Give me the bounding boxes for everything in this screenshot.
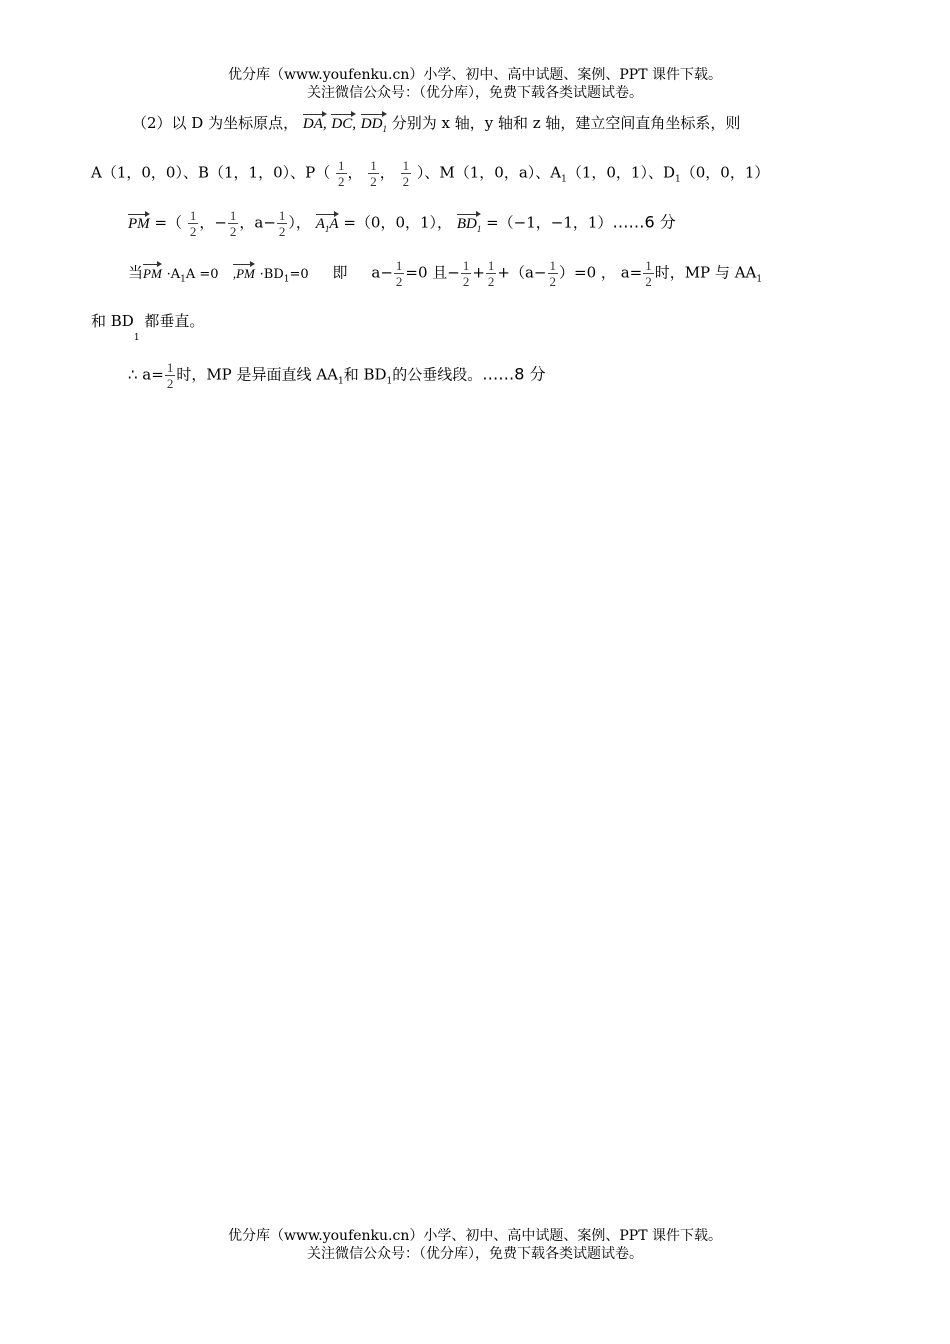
fraction-denominator: 2: [370, 174, 377, 189]
points-a-b-p: A（1，0，0）、B（1，1，0）、P（: [91, 163, 331, 182]
footer-line-1: 优分库（www.youfenku.cn）小学、初中、高中试题、案例、PPT 课件下载。: [227, 1228, 722, 1244]
subscript-1: 1: [133, 333, 140, 343]
fraction-half: [336, 158, 347, 189]
fraction-half: [548, 258, 559, 289]
subscript-1: 1: [476, 223, 482, 234]
fraction-numerator: 1: [370, 158, 377, 173]
fraction-denominator: 2: [229, 224, 237, 239]
comma: ，: [347, 163, 363, 182]
eq-close-zero: ）=0: [559, 263, 597, 282]
fraction-half: [277, 208, 288, 239]
dot-a1a: [166, 266, 219, 285]
dot-bd1-head: ·BD: [259, 266, 284, 282]
dot-a1a-tail: A =0: [185, 266, 219, 282]
line1-suffix: 分别为 x 轴，y 轴和 z 轴，建立空间直角坐标系，则: [391, 114, 741, 132]
vector-pm: PM: [143, 260, 162, 282]
fraction-numerator: 1: [189, 208, 197, 223]
subscript-1: 1: [180, 274, 186, 285]
ji-label: 即: [332, 263, 348, 282]
eq-a-minus: a−: [371, 263, 393, 282]
conclusion-mid: 时，MP 是异面直线 AA: [176, 365, 338, 384]
fraction-denominator: 2: [395, 274, 403, 289]
fraction-numerator: 1: [338, 158, 345, 173]
score-6: ……6 分: [612, 212, 676, 232]
line1-prefix: （2）以 D 为坐标原点，: [132, 114, 299, 132]
comma: ，: [379, 163, 395, 182]
solution-line-6: [128, 360, 546, 391]
score-8: ……8 分: [482, 364, 546, 384]
eq-plus-a: +（a−: [497, 263, 547, 282]
fraction-numerator: 1: [487, 258, 495, 273]
fraction-denominator: 2: [338, 174, 345, 189]
subscript-1: 1: [675, 174, 681, 185]
when-label: 当: [128, 263, 144, 282]
fraction-half: [165, 360, 176, 391]
dot-bd1-tail: =0: [289, 266, 309, 282]
vector-dd1: [361, 110, 387, 134]
point-a1-d1: （1，0，1）、D: [566, 163, 676, 182]
fraction-half: [228, 208, 239, 239]
vector-pm: PM: [128, 210, 150, 233]
fraction-numerator: 1: [229, 208, 237, 223]
fraction-numerator: 1: [166, 360, 174, 375]
fraction-denominator: 2: [166, 376, 174, 391]
fraction-numerator: 1: [395, 258, 403, 273]
fraction-denominator: 2: [487, 274, 495, 289]
footer-line-2: 关注微信公众号：（优分库），免费下载各类试题试卷。: [307, 1246, 643, 1262]
eq-mp-aa1: 时，MP 与 AA: [654, 263, 757, 282]
fraction-denominator: 2: [189, 224, 197, 239]
fraction-half: [368, 158, 379, 189]
eq-plus: +: [472, 263, 485, 282]
subscript-1: 1: [561, 174, 567, 185]
subscript-1: 1: [283, 274, 290, 285]
conclusion-and: 和 BD: [343, 365, 387, 384]
fraction-numerator: 1: [278, 208, 286, 223]
point-d1: （0，0，1）: [680, 163, 770, 182]
fraction-half: [188, 208, 199, 239]
perpendicular-text: 都垂直。: [144, 312, 205, 330]
fraction-half: [643, 258, 654, 289]
subscript-1: 1: [386, 376, 393, 387]
dot-bd1: [259, 266, 309, 285]
vector-dd1-label: DD: [360, 116, 383, 132]
vector-bd1: [457, 210, 482, 234]
solution-line-2: [91, 158, 769, 189]
and-bd: 和 BD: [91, 312, 134, 330]
bd1-value: =（−1，−1，1）: [486, 213, 613, 232]
fraction-half: [394, 258, 405, 289]
fraction-half: [486, 258, 497, 289]
fraction-denominator: 2: [549, 274, 557, 289]
fraction-denominator: 2: [278, 224, 286, 239]
solution-line-5: [91, 310, 205, 343]
dot-a1a-head: ·A: [166, 266, 181, 282]
fraction-denominator: 2: [462, 274, 470, 289]
header-line-1: 优分库（www.youfenku.cn）小学、初中、高中试题、案例、PPT 课件下载。: [227, 67, 722, 83]
solution-line-1: [132, 110, 740, 134]
vector-a1a-head: A: [315, 215, 325, 232]
a-minus: ，a−: [239, 213, 276, 232]
a1a-value: =（0，0，1），: [343, 213, 453, 232]
solution-line-4: [128, 258, 762, 289]
header-line-2: 关注微信公众号：（优分库），免费下载各类试题试卷。: [307, 85, 643, 101]
vector-a1a-tail: A: [329, 215, 339, 232]
vector-da: DA,: [303, 110, 327, 133]
pm-eq-open: =（: [154, 213, 183, 232]
fraction-denominator: 2: [645, 274, 652, 289]
subscript-1: 1: [324, 223, 330, 234]
therefore-a: ∴ a=: [128, 365, 164, 384]
pm-close: ），: [288, 213, 311, 232]
subscript-1: 1: [756, 274, 763, 285]
fraction-half: [401, 158, 412, 189]
conclusion-end: 的公垂线段。: [392, 365, 483, 384]
fraction-half: [461, 258, 472, 289]
fraction-numerator: 1: [549, 258, 557, 273]
eq-zero-and: =0 且−: [405, 263, 460, 282]
fraction-numerator: 1: [462, 258, 470, 273]
eq-a-value: ， a=: [600, 263, 643, 282]
vector-bd1-label: BD: [456, 215, 477, 232]
solution-line-3: [128, 208, 676, 239]
fraction-numerator: 1: [402, 158, 410, 173]
vector-dd1-sub: 1: [382, 124, 387, 134]
vector-dc: DC,: [331, 110, 356, 133]
point-m-a1: ）、M（1，0，a）、A: [416, 163, 562, 182]
fraction-denominator: 2: [402, 174, 410, 189]
vector-a1a: [316, 210, 339, 234]
neg-sep: ，−: [199, 213, 227, 232]
fraction-numerator: 1: [645, 258, 652, 273]
vector-pm-2: ,PM: [233, 260, 255, 282]
subscript-1: 1: [337, 376, 344, 387]
